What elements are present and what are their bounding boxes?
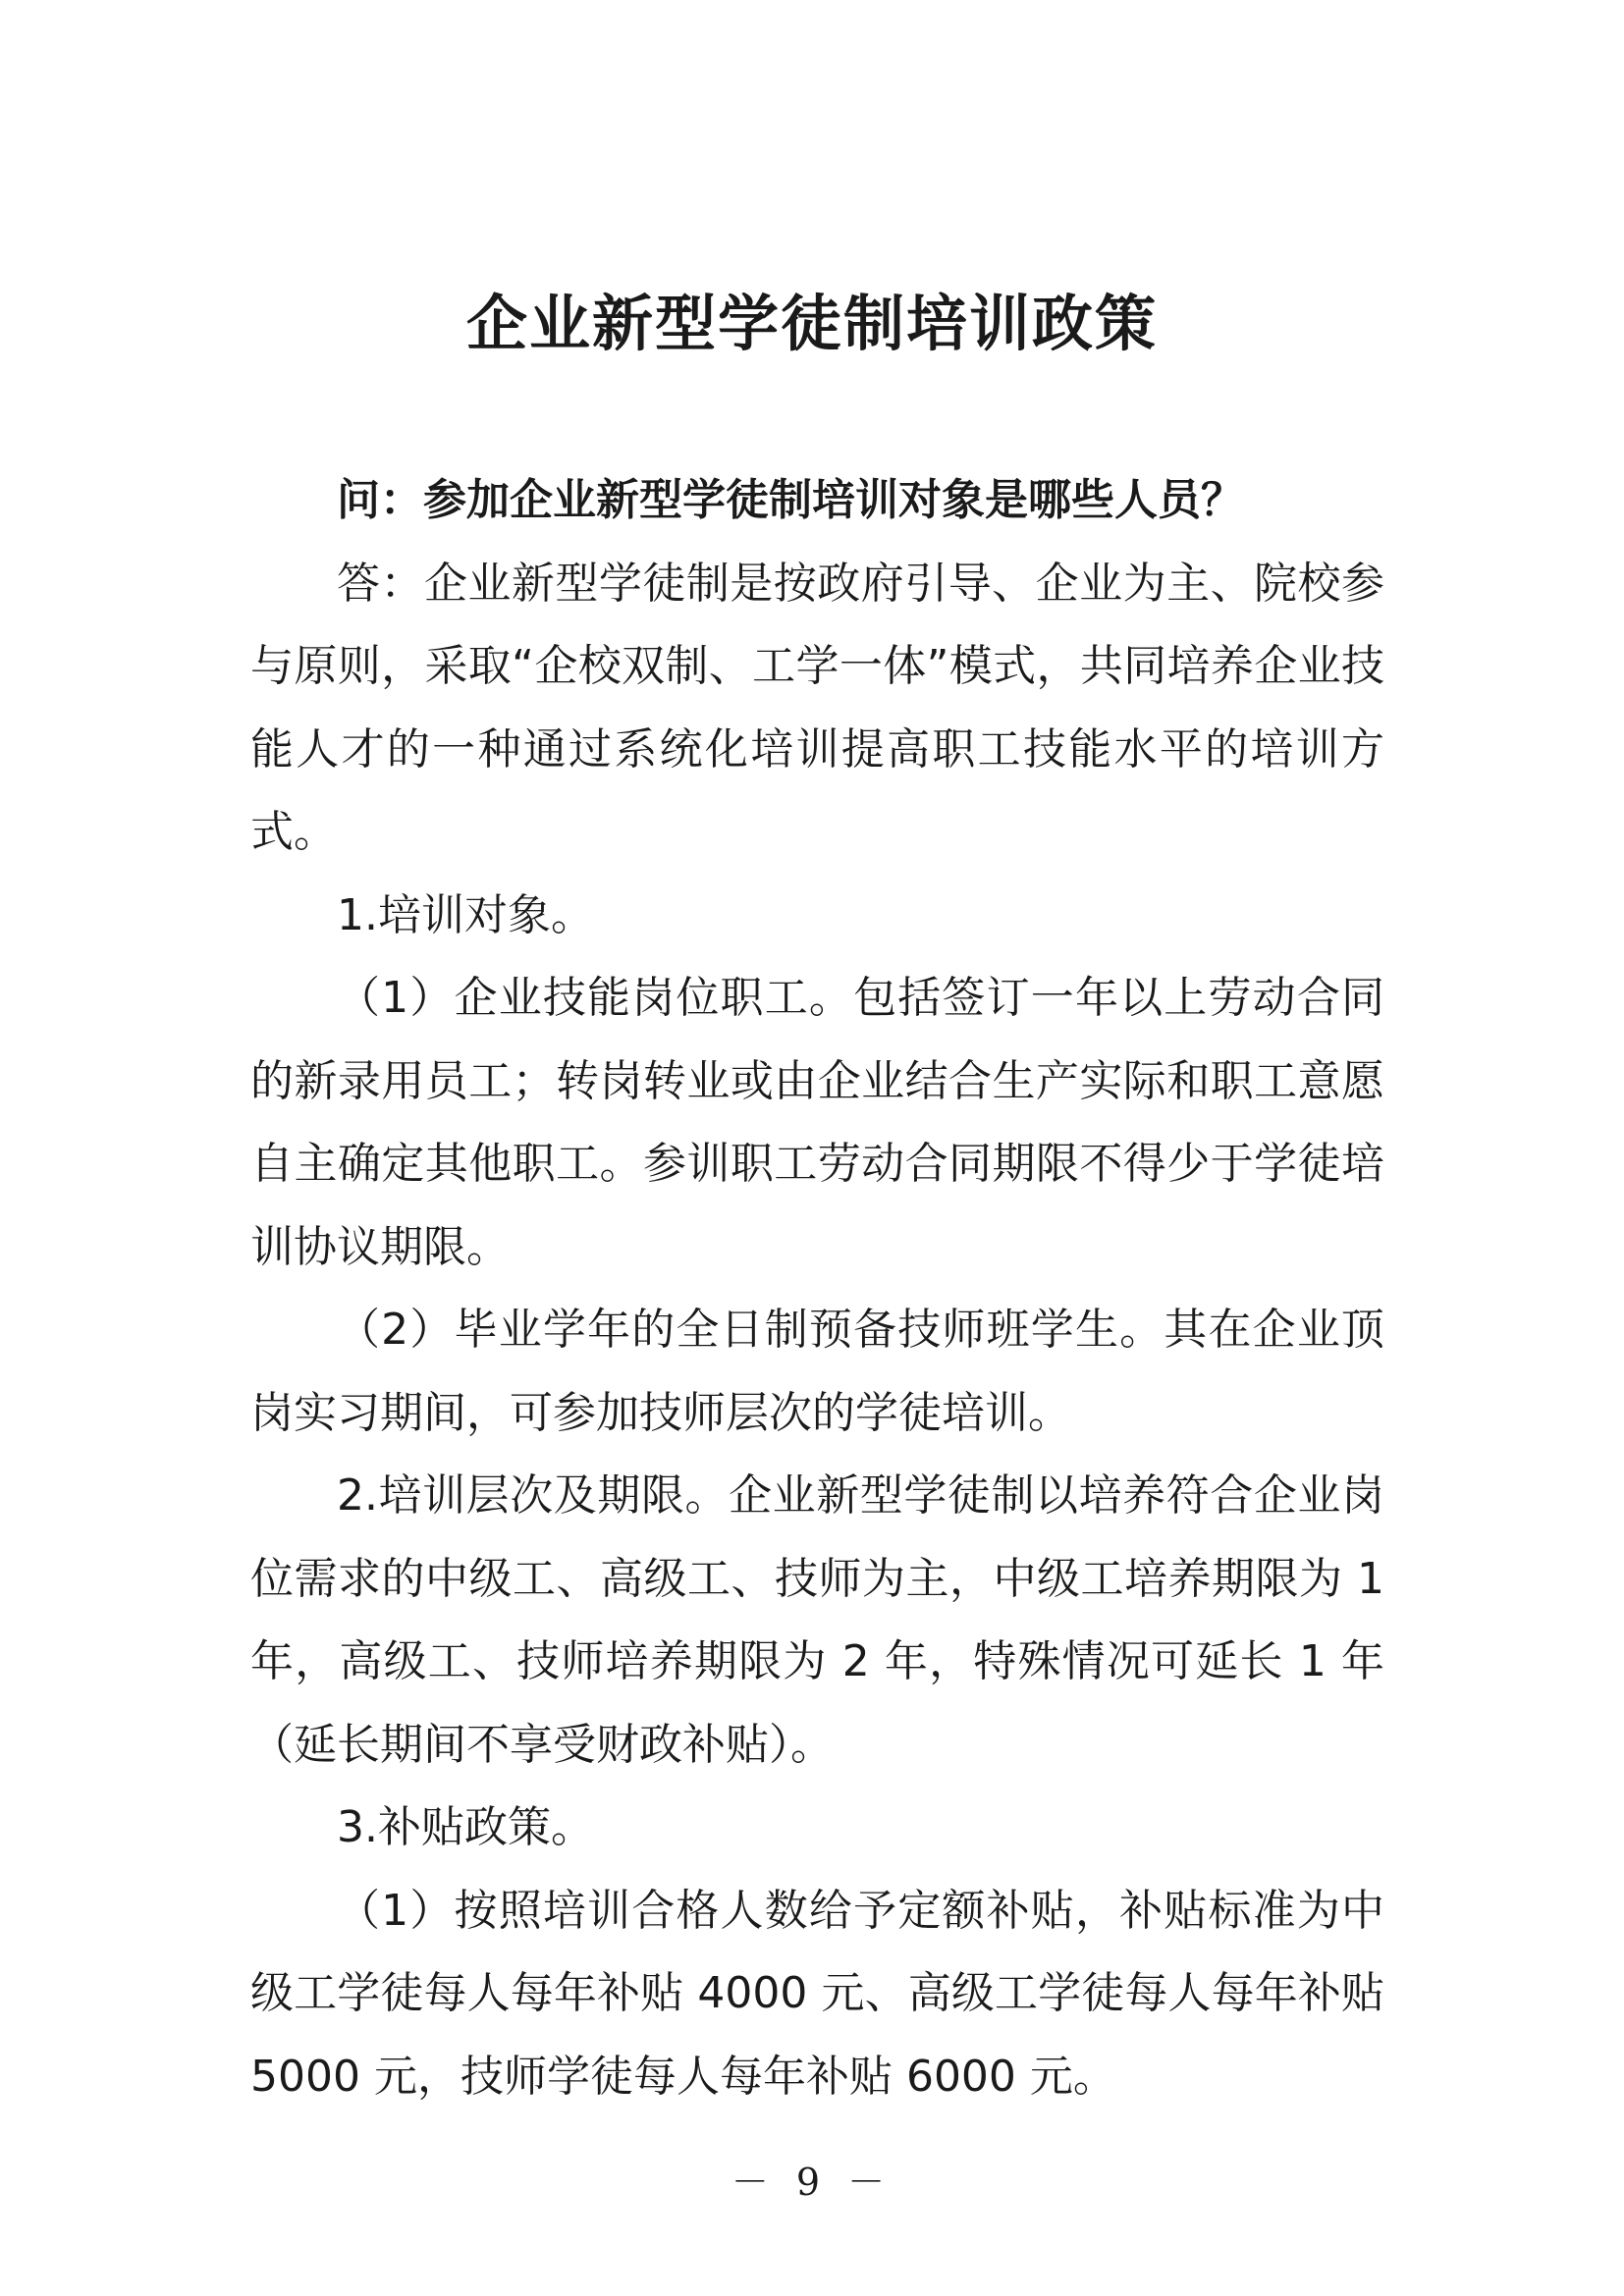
page-number: － 9 －: [731, 2161, 893, 2204]
question-paragraph: 问：参加企业新型学徒制培训对象是哪些人员？: [337, 475, 1244, 525]
paragraph-technician-students: （2）毕业学年的全日制预备技师班学生。其在企业顶岗实习期间，可参加技师层次的学徒培训。: [250, 1305, 1384, 1438]
section-heading-training-target: 1.培训对象。: [337, 889, 594, 940]
answer-paragraph: 答：企业新型学徒制是按政府引导、企业为主、院校参与原则，采取“企校双制、工学一体”模式，共同培养企业技能人才的一种通过系统化培训提高职工技能水平的培训方式。: [250, 558, 1384, 857]
paragraph-subsidy-standard: （1）按照培训合格人数给予定额补贴，补贴标准为中级工学徒每人每年补贴 4000 元、高级工学徒每人每年补贴 5000 元，技师学徒每人每年补贴 6000 元。: [250, 1885, 1384, 2102]
section-heading-subsidy-policy: 3.补贴政策。: [337, 1802, 594, 1852]
paragraph-training-levels: 2.培训层次及期限。企业新型学徒制以培养符合企业岗位需求的中级工、高级工、技师为主，中级工培养期限为 1 年，高级工、技师培养期限为 2 年，特殊情况可延长 1 年（延长期间不享受财政补贴）。: [250, 1470, 1384, 1770]
paragraph-skilled-employees: （1）企业技能岗位职工。包括签订一年以上劳动合同的新录用员工；转岗转业或由企业结合生产实际和职工意愿自主确定其他职工。参训职工劳动合同期限不得少于学徒培训协议期限。: [250, 973, 1384, 1272]
document-title: 企业新型学徒制培训政策: [465, 288, 1158, 359]
document-body: [250, 459, 1384, 2118]
